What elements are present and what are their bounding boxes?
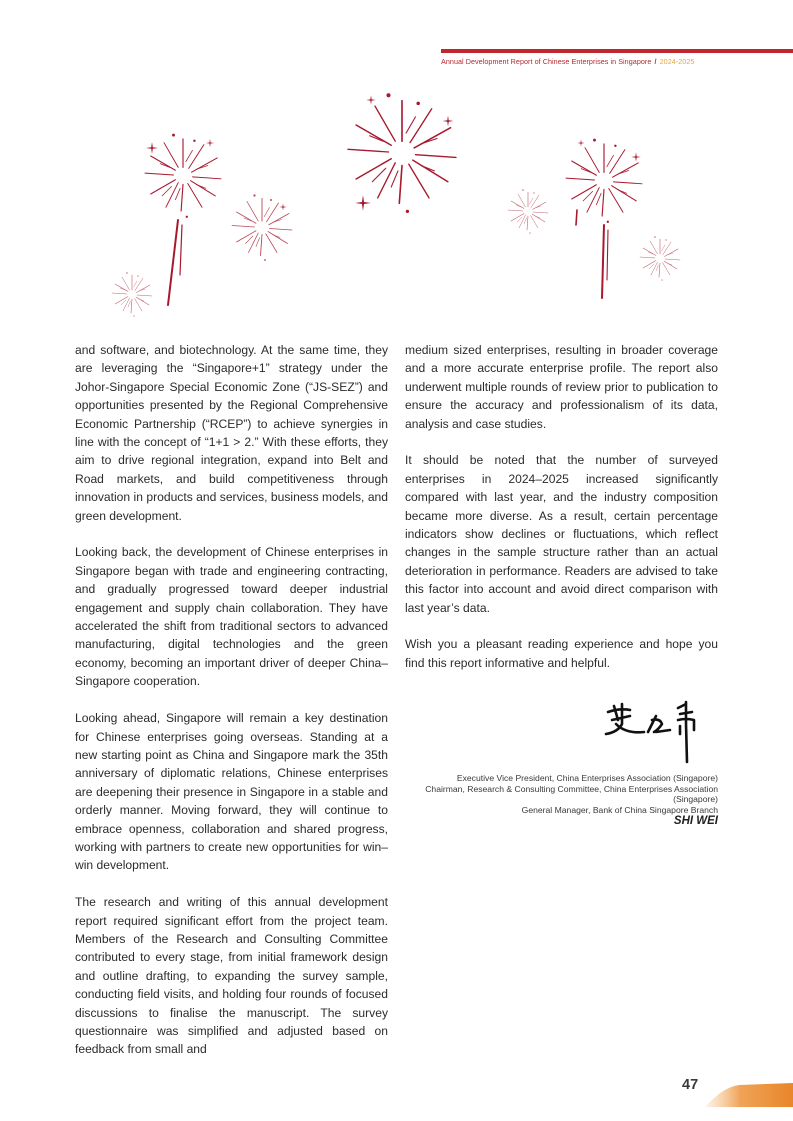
page-number: 47: [682, 1077, 699, 1093]
body-column-left: [75, 341, 388, 1059]
body-paragraph: Looking back, the development of Chinese enterprises in Singapore began with trade and engineering contracting, and gradually progressed toward deeper industrial engagement and supply chain collaboration. They have accelerated the shift from traditional sectors to advanced manufacturing, digital technologies and the green economy, becoming an important driver of deeper China–Singapore cooperation.: [75, 545, 388, 689]
fireworks-icon: [0, 80, 793, 320]
body-paragraph: It should be noted that the number of surveyed enterprises in 2024–2025 increased significantly compared with last year, and the industry composition became more diverse. As a result, certain percentage indicators show declines or fluctuations, which reflect changes in the sample structure rather than an actual deterioration in performance. Readers are advised to take this factor into account and avoid direct comparison with last year’s data.: [405, 453, 718, 615]
signatory-title: Chairman, Research & Consulting Committee, China Enterprises Association (Singapore): [425, 783, 718, 805]
report-title: Annual Development Report of Chinese Enterprises in Singapore: [441, 57, 652, 66]
running-header: [441, 57, 694, 66]
signatory-title: Executive Vice President, China Enterprises Association (Singapore): [456, 773, 718, 783]
body-column-right: [405, 341, 718, 672]
body-paragraph: and software, and biotechnology. At the same time, they are leveraging the “Singapore+1” strategy under the Johor-Singapore Special Economic Zone (“JS-SEZ”) and opportunities presented by the Regional Comprehensive Economic Partnership (“RCEP”) to achieve synergies in line with the concept of “1+1 > 2.” With these efforts, they aim to drive regional integration, expand into Belt and Road markets, and build competitiveness through innovation in products and services, business models, and green development.: [75, 343, 388, 523]
report-year: 2024-2025: [659, 57, 695, 66]
signatory-block: [420, 773, 718, 828]
body-paragraph: The research and writing of this annual development report required significant effort from the project team. Members of the Research and Consulting Committee contributed to every stage, from initial framework design and outline drafting, to expanding the survey sample, conducting field visits, and holding four rounds of focused discussions to finalise the manuscript. The survey questionnaire was simplified and adjusted based on feedback from small and: [75, 895, 388, 1057]
handwritten-signature-icon: [600, 694, 710, 766]
header-separator: /: [654, 57, 657, 66]
signatory-name: SHI WEI: [673, 815, 718, 828]
body-paragraph: Looking ahead, Singapore will remain a key destination for Chinese enterprises going overseas. Standing at a new starting point as China and Singapore mark the 35th anniversary of diplomatic relations, Chinese enterprises are deepening their presence in Singapore in a stable and orderly manner. Moving forward, they will continue to embrace openness, collaboration and shared progress, working with partners to create new opportunities for win–win development.: [75, 711, 388, 873]
signatory-title: General Manager, Bank of China Singapore Branch: [521, 804, 718, 815]
page-corner-swoosh-icon: [705, 1083, 793, 1107]
header-accent-bar: [441, 49, 793, 53]
body-paragraph: Wish you a pleasant reading experience and hope you find this report informative and helpful.: [405, 637, 718, 670]
body-paragraph: medium sized enterprises, resulting in broader coverage and a more accurate enterprise profile. The report also underwent multiple rounds of review prior to publication to ensure the accuracy and professionalism of its data, analysis and case studies.: [405, 343, 718, 431]
